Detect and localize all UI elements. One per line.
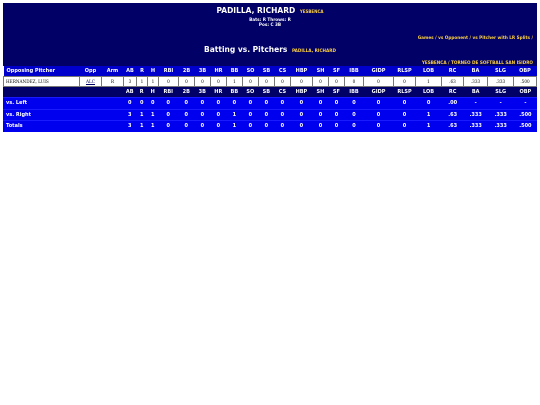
table-cell: 0 (158, 121, 178, 132)
table-cell: .333 (464, 121, 488, 132)
col-header[interactable]: Opposing Pitcher (4, 66, 80, 77)
table-cell: 0 (345, 77, 364, 87)
col-header[interactable]: OBP (514, 66, 537, 77)
table-cell: 0 (178, 121, 194, 132)
table-cell: 0 (179, 77, 195, 87)
col-header[interactable]: AB (124, 66, 137, 77)
table-cell: .500 (514, 77, 537, 87)
table-cell: R (102, 77, 124, 87)
table-cell: 0 (159, 77, 179, 87)
col-header[interactable]: RLSP (394, 87, 416, 98)
table-cell: 0 (194, 98, 210, 110)
col-header[interactable]: 2B (179, 66, 195, 77)
table-cell: - (514, 98, 537, 110)
table-cell: .333 (488, 121, 514, 132)
table-cell: 0 (363, 98, 393, 110)
section-title-text: Batting vs. Pitchers (204, 45, 288, 54)
table-cell: 1 (137, 77, 148, 87)
table-cell (79, 98, 101, 110)
col-header[interactable]: CS (274, 87, 290, 98)
split-row (3, 121, 537, 132)
player-title (3, 6, 537, 15)
col-header[interactable]: CS (275, 66, 291, 77)
col-header[interactable]: SLG (488, 87, 514, 98)
table-cell: 0 (394, 98, 416, 110)
col-header[interactable]: H (147, 87, 158, 98)
splits-header-row (3, 87, 537, 98)
table-cell: 1 (226, 109, 242, 121)
nav-vs-opponent-link[interactable]: vs Opponent (438, 35, 469, 40)
table-cell: 0 (178, 109, 194, 121)
opponent-team-link[interactable]: ALC (80, 77, 102, 87)
table-cell: 0 (290, 98, 312, 110)
col-header[interactable]: RLSP (394, 66, 416, 77)
table-cell: .63 (442, 109, 464, 121)
split-row (3, 109, 537, 121)
table-cell: 0 (210, 109, 226, 121)
table-cell: 0 (194, 121, 210, 132)
table-cell: 0 (363, 109, 393, 121)
opponent-table-header-row (4, 66, 537, 77)
table-cell: 1 (136, 109, 147, 121)
table-cell (101, 98, 123, 110)
table-cell: 0 (329, 77, 345, 87)
nav-separator: / (433, 35, 439, 40)
table-cell: 0 (344, 98, 363, 110)
split-row (3, 98, 537, 110)
col-header[interactable]: H (148, 66, 159, 77)
section-subtitle: PADILLA, RICHARD (292, 48, 336, 53)
col-header[interactable]: BB (227, 66, 243, 77)
col-header[interactable]: SH (313, 66, 329, 77)
table-cell (79, 121, 101, 132)
nav-vs-pitcher-link[interactable]: vs Pitcher with LR Splits (472, 35, 530, 40)
nav-games-link[interactable]: Games (417, 35, 434, 40)
table-cell: 0 (274, 121, 290, 132)
table-cell: 0 (211, 77, 227, 87)
bats-throws: Bats: R Throws: R (249, 17, 291, 22)
col-header (101, 87, 123, 98)
table-cell: 0 (258, 98, 274, 110)
table-cell: 0 (344, 109, 363, 121)
table-cell: 0 (242, 98, 258, 110)
col-header[interactable]: BB (226, 87, 242, 98)
table-cell: .63 (442, 121, 464, 132)
table-cell: .63 (442, 77, 464, 87)
table-cell: 0 (242, 109, 258, 121)
nav-separator: / (530, 35, 533, 40)
col-header[interactable]: HR (211, 66, 227, 77)
col-header[interactable]: RBI (159, 66, 179, 77)
table-cell: 0 (258, 109, 274, 121)
table-cell: 0 (178, 98, 194, 110)
table-cell: 1 (148, 77, 159, 87)
table-cell: 0 (158, 109, 178, 121)
col-header[interactable]: IBB (344, 87, 363, 98)
col-header[interactable]: R (137, 66, 148, 77)
table-cell: 1 (416, 109, 442, 121)
table-cell: .333 (464, 109, 488, 121)
col-header[interactable]: HBP (291, 66, 313, 77)
table-cell: 0 (242, 121, 258, 132)
table-cell: 0 (259, 77, 275, 87)
table-cell: 0 (210, 121, 226, 132)
col-header[interactable]: HR (210, 87, 226, 98)
col-header[interactable]: 3B (195, 66, 211, 77)
table-cell: 0 (312, 121, 328, 132)
table-cell: 0 (274, 109, 290, 121)
table-cell: .333 (488, 109, 514, 121)
player-position: Pos: C 3B (258, 22, 282, 27)
table-cell: .500 (514, 121, 537, 132)
table-cell: 1 (147, 109, 158, 121)
table-cell (101, 109, 123, 121)
player-team: YESBENCA (299, 9, 324, 14)
opponent-stats-table (3, 66, 537, 87)
table-cell: 0 (364, 77, 394, 87)
table-cell: 0 (274, 98, 290, 110)
col-header[interactable]: SH (312, 87, 328, 98)
col-header[interactable]: GIDP (364, 66, 394, 77)
table-cell: 0 (147, 98, 158, 110)
table-cell: 0 (394, 109, 416, 121)
table-cell (101, 121, 123, 132)
table-cell: 0 (291, 77, 313, 87)
table-cell: 3 (123, 109, 136, 121)
table-row (4, 77, 537, 87)
col-header[interactable]: SF (329, 66, 345, 77)
table-cell: .333 (488, 77, 514, 87)
table-cell: .500 (514, 109, 537, 121)
nav-separator: / (468, 35, 473, 40)
col-header[interactable]: R (136, 87, 147, 98)
col-header[interactable]: Arm (102, 66, 124, 77)
col-header[interactable]: LOB (416, 66, 442, 77)
table-cell: 0 (226, 98, 242, 110)
league-breadcrumb: YESBENCA / TORNEO DE SOFTBALL SAN ISIDRO (421, 60, 533, 65)
table-cell: 0 (194, 109, 210, 121)
col-header[interactable]: RC (442, 66, 464, 77)
splits-table (3, 87, 537, 132)
table-cell: 0 (313, 77, 329, 87)
col-header[interactable]: BA (464, 87, 488, 98)
table-cell (79, 109, 101, 121)
col-header[interactable]: Opp (80, 66, 102, 77)
table-cell: 0 (243, 77, 259, 87)
table-cell: 0 (394, 121, 416, 132)
table-cell: 0 (258, 121, 274, 132)
col-header (79, 87, 101, 98)
table-cell: 3 (124, 77, 137, 87)
table-cell: 0 (328, 121, 344, 132)
col-header[interactable]: SO (242, 87, 258, 98)
table-cell: 1 (226, 121, 242, 132)
table-cell: 0 (136, 98, 147, 110)
table-cell: 0 (328, 98, 344, 110)
col-header[interactable]: SB (259, 66, 275, 77)
table-cell: 1 (416, 121, 442, 132)
split-label: Totals (3, 121, 79, 132)
table-cell: 0 (312, 109, 328, 121)
col-header[interactable]: OBP (514, 87, 537, 98)
table-cell: 0 (328, 109, 344, 121)
col-header[interactable]: IBB (345, 66, 364, 77)
table-cell: 0 (158, 98, 178, 110)
table-cell: 1 (416, 77, 442, 87)
table-cell: 0 (123, 98, 136, 110)
nav-links (418, 35, 533, 40)
table-cell: 0 (312, 98, 328, 110)
col-header[interactable]: SF (328, 87, 344, 98)
col-header[interactable]: SB (258, 87, 274, 98)
table-cell: 1 (227, 77, 243, 87)
split-label: vs. Left (3, 98, 79, 110)
table-cell: .333 (464, 77, 488, 87)
table-cell: - (464, 98, 488, 110)
col-header[interactable]: SLG (488, 66, 514, 77)
col-header[interactable]: BA (464, 66, 488, 77)
col-header[interactable]: GIDP (363, 87, 393, 98)
col-header[interactable]: SO (243, 66, 259, 77)
table-cell: .00 (442, 98, 464, 110)
col-header[interactable]: 3B (194, 87, 210, 98)
player-name: PADILLA, RICHARD (216, 6, 296, 15)
col-header[interactable]: 2B (178, 87, 194, 98)
table-cell: 0 (416, 98, 442, 110)
col-header (3, 87, 79, 98)
col-header[interactable]: RBI (158, 87, 178, 98)
col-header[interactable]: RC (442, 87, 464, 98)
table-cell: 0 (210, 98, 226, 110)
section-title (3, 45, 537, 54)
col-header[interactable]: AB (123, 87, 136, 98)
table-cell: 1 (136, 121, 147, 132)
table-cell: 3 (123, 121, 136, 132)
table-cell: 0 (275, 77, 291, 87)
pitcher-name-cell: HERNANDEZ, LUIS (4, 77, 80, 87)
table-cell: - (488, 98, 514, 110)
table-cell: 0 (195, 77, 211, 87)
table-cell: 0 (394, 77, 416, 87)
table-cell: 0 (290, 109, 312, 121)
table-cell: 1 (147, 121, 158, 132)
split-label: vs. Right (3, 109, 79, 121)
table-cell: 0 (363, 121, 393, 132)
page-header (3, 3, 537, 66)
col-header[interactable]: HBP (290, 87, 312, 98)
col-header[interactable]: LOB (416, 87, 442, 98)
table-cell: 0 (290, 121, 312, 132)
table-cell: 0 (344, 121, 363, 132)
